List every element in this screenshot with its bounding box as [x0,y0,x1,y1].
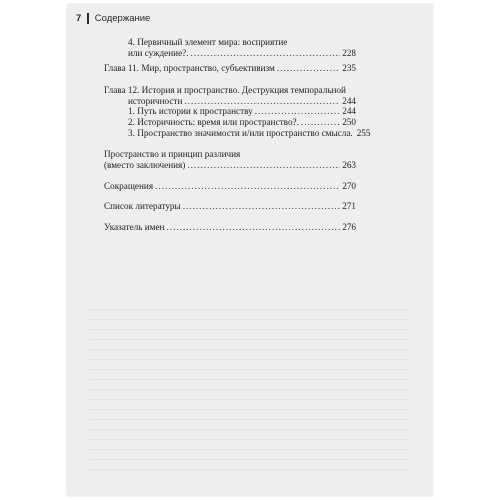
toc-entry-page: 250 [342,117,356,127]
toc-entry-page: 276 [342,222,356,232]
page-number: 7 [76,13,82,24]
toc-entry [104,37,356,58]
toc-entry [104,117,356,128]
toc-entry [104,85,356,106]
toc-entry-title-line: (вместо заключения) [104,159,186,170]
toc-entry-title-line: 4. Первичный элемент мира: восприятие [128,37,288,47]
show-through-texture [90,300,410,470]
header-divider [87,13,89,24]
toc-entry-title-line: 3. Пространство значимости и/или пространство смысла. [128,128,353,138]
toc-entry [104,222,356,233]
leader-dots [184,96,340,107]
leader-dots [155,181,340,192]
leader-dots [183,201,341,212]
leader-dots [187,160,340,171]
toc-entry-title-line: Указатель имен [104,222,165,232]
header-title: Содержание [94,13,151,24]
toc-entry-title-line: Список литературы [104,201,181,211]
toc-entry [104,201,356,212]
toc-entry-title-line: 1. Путь истории к пространству [128,106,253,116]
toc-entry-title-line: Глава 12. История и пространство. Деструкция темпоральной [104,85,346,95]
toc-entry-page: 228 [342,47,356,58]
leader-dots [301,117,340,128]
toc-entry [104,149,356,170]
running-header [76,13,150,24]
toc-entry-page: 244 [342,106,356,116]
toc-entry-title-line: или суждение?. [128,47,189,58]
toc-entry-title-line: 2. Историчность: время или пространство?. [128,117,299,127]
toc-entry [104,106,356,117]
leader-dots [255,106,340,117]
leader-dots [191,48,341,59]
toc-entry [104,128,371,139]
toc-entry-page: 271 [342,201,356,211]
toc-entry-page: 244 [342,95,356,106]
toc-entry-page: 235 [342,63,356,73]
leader-dots [277,63,340,74]
toc-entry-title-line: Пространство и принцип различия [104,149,241,159]
toc-entry [104,63,356,74]
toc-entry [104,181,356,192]
toc-entry-title-line: Глава 11. Мир, пространство, субъективизм [104,63,275,73]
toc-entry-page: 270 [342,181,356,191]
toc-entry-title-line: историчности [128,95,183,106]
toc-entry-title-line: Сокращения [104,181,154,191]
toc-entry-page: 263 [342,159,356,170]
toc-entry-page: 255 [356,128,371,138]
leader-dots [166,222,340,233]
